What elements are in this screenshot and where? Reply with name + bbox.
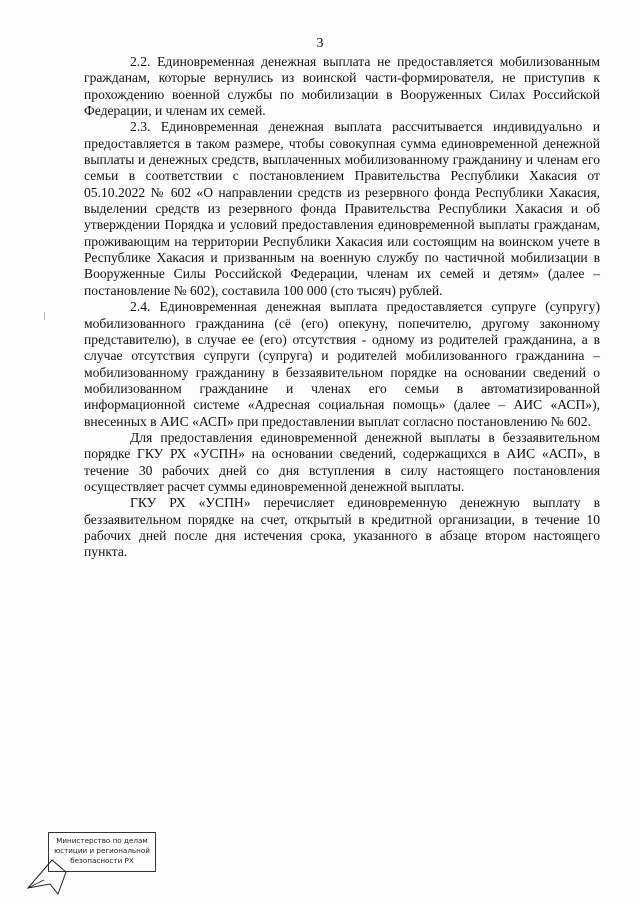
signature-mark (22, 858, 92, 898)
paragraph-2-2: 2.2. Единовременная денежная выплата не предоставляется мобилизованным гражданам, которые вернулись из воинской части-формирователя, не приступив к прохождению военной службы по мобилизации в Вооруженных Силах Российской Федерации, и членам их семей. (84, 54, 600, 119)
stamp-line-3: безопасности РХ (70, 856, 134, 865)
stamp-line-2: юстиции и региональной (54, 846, 150, 855)
paragraph-calculation: Для предоставления единовременной денежной выплаты в беззаявительном порядке ГКУ РХ «УСПН» на основании сведений, содержащихся в АИС «АСП», в течение 30 рабочих дней со дня вступления в силу настоящего постановления осуществляет расчет суммы единовременной денежной выплаты. (84, 429, 600, 494)
paragraph-2-3: 2.3. Единовременная денежная выплата рассчитывается индивидуально и предоставляется в таком размере, чтобы совокупная сумма единовременной денежной выплаты и денежных средств, выплаченных мобилизованному гражданину и членам его семьи в соответствии с постановлением Правительства Республики Хакасия от 05.10.2022 № 602 «О направлении средств из резервного фонда Республики Хакасия, выделении средств из резервного фонда Правительства Республики Хакасия и об утверждении Порядка и условий предоставления единовременной выплаты гражданам, проживающим на территории Республики Хакасия или состоящим на воинском учете в Республике Хакасия и призванным на военную службу по частичной мобилизации в Вооруженные Силы Российской Федерации, членам их семей и детям» (далее – постановление № 602), составила 100 000 (сто тысяч) рублей. (84, 119, 600, 298)
page-number: 3 (316, 36, 324, 51)
margin-mark (44, 312, 45, 320)
stamp-line-1: Министерство по делам (56, 836, 148, 845)
paragraph-2-4: 2.4. Единовременная денежная выплата предоставляется супруге (супругу) мобилизованного гражданина (сё (его) опекуну, попечителю, другому законному представителю), в случае ее (его) отсутствия - одному из родителей гражданина, а в случае отсутствия супруги (супруга) и родителей мобилизованного гражданина – мобилизованному гражданину в беззаявительном порядке на основании сведений о мобилизованном гражданине и членах его семьи в автоматизированной информационной системе «Адресная социальная помощь» (далее – АИС «АСП»), внесенных в АИС «АСП» при предоставлении выплат согласно постановлению № 602. (84, 299, 600, 429)
paragraph-transfer: ГКУ РХ «УСПН» перечисляет единовременную денежную выплату в беззаявительном порядке на счет, открытый в кредитной организации, в течение 10 рабочих дней после дня истечения срока, указанного в абзаце втором настоящего пункта. (84, 495, 600, 560)
document-body (84, 54, 600, 561)
